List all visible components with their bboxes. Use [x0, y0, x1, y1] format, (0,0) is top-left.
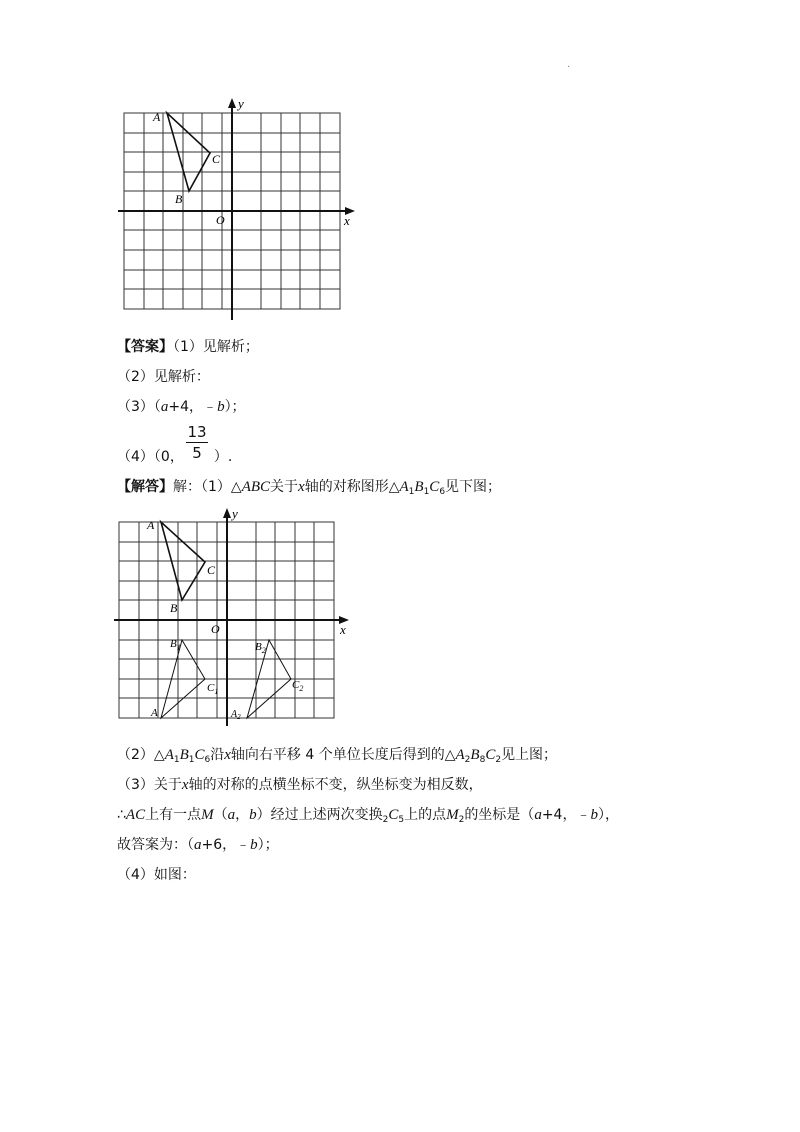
s4-text-h: +4，﹣: [541, 807, 591, 823]
s2-A2: A: [455, 747, 465, 763]
s2-C2-sub: 2: [495, 755, 502, 765]
s3-text-b: 轴的对称的点横坐标不变，纵坐标变为相反数，: [188, 777, 483, 793]
fraction-13-5: [186, 423, 208, 462]
label-a1: A: [151, 707, 158, 719]
var-b: b: [217, 399, 225, 415]
s4-text-i: ），: [597, 807, 619, 823]
s1-C-sub: 6: [439, 487, 446, 497]
s1-B-sub: 1: [423, 487, 430, 497]
s2-text-d: 见上图；: [501, 747, 558, 763]
corner-mark: ·: [567, 62, 571, 73]
s5-b: b: [250, 837, 258, 853]
s1-A-sub: 1: [408, 487, 415, 497]
fraction-numerator: 13: [187, 423, 207, 441]
label-c: C: [207, 563, 216, 577]
answer-item-2: （2）见解析：: [117, 369, 210, 385]
s5-a: a: [194, 837, 202, 853]
s1-text-d: 见下图；: [445, 479, 502, 495]
s2-C-sub: 6: [204, 755, 211, 765]
label-o: O: [211, 622, 220, 636]
s1-text-b: 关于: [270, 479, 299, 495]
s4-M2: M: [446, 807, 459, 823]
s1-x: x: [298, 479, 305, 495]
s4-sub-2: 2: [382, 815, 389, 825]
s2-x: x: [224, 747, 231, 763]
label-o: O: [216, 213, 225, 227]
s2-B2-sub: 8: [479, 755, 486, 765]
answer-line-3: [117, 397, 246, 417]
answer-item-4-prefix: （4）（0，: [117, 449, 184, 465]
label-b1: $B_1$: [170, 638, 181, 652]
s2-B-sub: 1: [188, 755, 195, 765]
s4-a2: a: [534, 807, 542, 823]
s4-therefore: ∴: [117, 807, 126, 823]
label-a: A: [153, 110, 161, 124]
label-b: B: [175, 192, 183, 206]
answer-heading: 【答案】: [117, 339, 173, 355]
label-y: y: [232, 506, 238, 521]
answer-item-1: （1）见解析；: [173, 339, 259, 355]
s5-text-a: 故答案为：（: [117, 837, 194, 853]
s2-A2-sub: 2: [464, 755, 471, 765]
answer-item-3-prefix: （3）（: [117, 399, 161, 415]
label-a2: $A_2$: [231, 709, 241, 721]
s1-C: C: [429, 479, 440, 495]
y-axis-arrow: [228, 98, 236, 108]
coordinate-grid-figure-2: [112, 504, 362, 726]
s5-text-c: ）；: [257, 837, 279, 853]
s2-C2: C: [485, 747, 496, 763]
s4-text-d: ，: [235, 807, 250, 823]
label-b2: $B_2$: [255, 641, 266, 655]
s4-text-f: 上的点: [404, 807, 447, 823]
label-y: y: [238, 96, 244, 111]
solution-line-4: [117, 805, 619, 825]
s4-text-b: 上有一点: [145, 807, 202, 823]
label-x: x: [344, 213, 350, 228]
s1-text-a: 解：（1）△: [173, 479, 242, 495]
solution-line-6: [117, 865, 196, 885]
s2-B: B: [179, 747, 189, 763]
var-a: a: [160, 399, 169, 415]
s4-b: b: [249, 807, 257, 823]
answer-item-3-suffix: ）；: [224, 399, 246, 415]
s2-A: A: [164, 747, 174, 763]
label-c2: $C_2$: [292, 679, 304, 693]
s1-text-c: 轴的对称图形△: [304, 479, 400, 495]
s4-text-g: 的坐标是（: [464, 807, 535, 823]
label-c1: $C_1$: [207, 682, 219, 696]
solution-heading: 【解答】: [117, 479, 173, 495]
s2-B2: B: [470, 747, 480, 763]
label-x: x: [340, 622, 346, 637]
s4-b2: b: [590, 807, 598, 823]
solution-line-1: [117, 477, 501, 497]
answer-item-4-suffix: ）.: [213, 449, 233, 465]
coordinate-grid-figure-1: [115, 92, 365, 320]
label-b: B: [170, 601, 178, 615]
s4-C-sub: 5: [398, 815, 405, 825]
y-axis-arrow: [223, 508, 231, 518]
s2-text-a: （2）△: [117, 747, 165, 763]
s2-C: C: [194, 747, 205, 763]
label-c: C: [212, 152, 221, 166]
s4-ac: AC: [125, 807, 146, 823]
s4-text-e: ）经过上述两次变换: [256, 807, 383, 823]
s4-M2-sub: 2: [458, 815, 465, 825]
s2-text-b: 沿: [210, 747, 225, 763]
s4-C: C: [388, 807, 399, 823]
s2-A-sub: 1: [173, 755, 180, 765]
s1-B: B: [414, 479, 424, 495]
s1-A: A: [399, 479, 409, 495]
s1-abc: ABC: [241, 479, 271, 495]
answer-line-1: [117, 337, 259, 357]
solution-line-2: [117, 745, 557, 765]
s4-M: M: [201, 807, 214, 823]
s4-a: a: [227, 807, 236, 823]
label-a: A: [147, 518, 155, 532]
fraction-denominator: 5: [192, 444, 202, 462]
answer-line-4: [117, 447, 232, 467]
solution-line-3: [117, 775, 483, 795]
s6-text: （4）如图：: [117, 867, 196, 883]
s3-x: x: [181, 777, 189, 793]
s2-text-c: 轴向右平移 4 个单位长度后得到的△: [230, 747, 456, 763]
answer-line-2: [117, 367, 210, 387]
s5-text-b: +6，﹣: [201, 837, 251, 853]
s4-text-c: （: [213, 807, 228, 823]
s3-text-a: （3）关于: [117, 777, 182, 793]
answer-item-3-mid: +4，﹣: [168, 399, 218, 415]
solution-line-5: [117, 835, 279, 855]
